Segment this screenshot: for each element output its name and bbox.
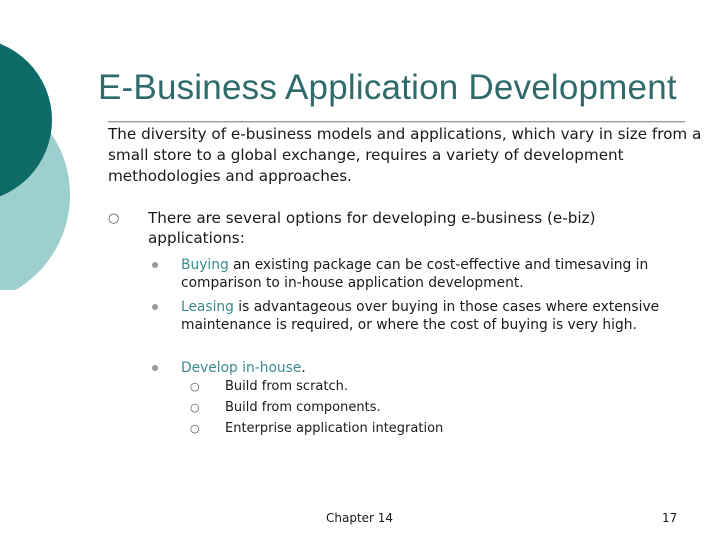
- decorative-circles: [0, 0, 90, 290]
- bullet-dot: [152, 304, 158, 310]
- option-description: .: [301, 360, 306, 376]
- title-divider: [108, 121, 685, 123]
- hollow-circle-bullet: ○: [190, 422, 200, 435]
- page-number: 17: [662, 511, 678, 525]
- main-point-text: There are several options for developing e-business (e-biz) applications:: [148, 209, 596, 247]
- option-keyword: Leasing: [181, 299, 234, 315]
- sub-option-text: Enterprise application integration: [225, 421, 444, 436]
- sub-option-text: Build from components.: [225, 400, 381, 415]
- option-text: [181, 298, 701, 334]
- hollow-circle-bullet: ○: [108, 211, 120, 226]
- option-keyword: Develop in-house: [181, 360, 302, 376]
- option-keyword: Buying: [181, 257, 229, 273]
- option-description: an existing package can be cost-effective and timesaving in comparison to in-house application development.: [181, 257, 649, 291]
- option-description: is advantageous over buying in those cases where extensive maintenance is required, or where the cost of buying is very high.: [181, 299, 660, 333]
- bullet-dot: [152, 365, 158, 371]
- bullet-dot: [152, 262, 158, 268]
- sub-option-text: Build from scratch.: [225, 379, 348, 394]
- hollow-circle-bullet: ○: [190, 401, 200, 414]
- intro-paragraph: The diversity of e-business models and applications, which vary in size from a small store to a global exchange, requires a variety of development methodologies and approaches.: [108, 125, 702, 185]
- option-text: [181, 359, 701, 377]
- footer-chapter: Chapter 14: [326, 511, 394, 525]
- option-text: [181, 256, 701, 292]
- slide-title: E-Business Application Development: [98, 68, 677, 107]
- hollow-circle-bullet: ○: [190, 380, 200, 393]
